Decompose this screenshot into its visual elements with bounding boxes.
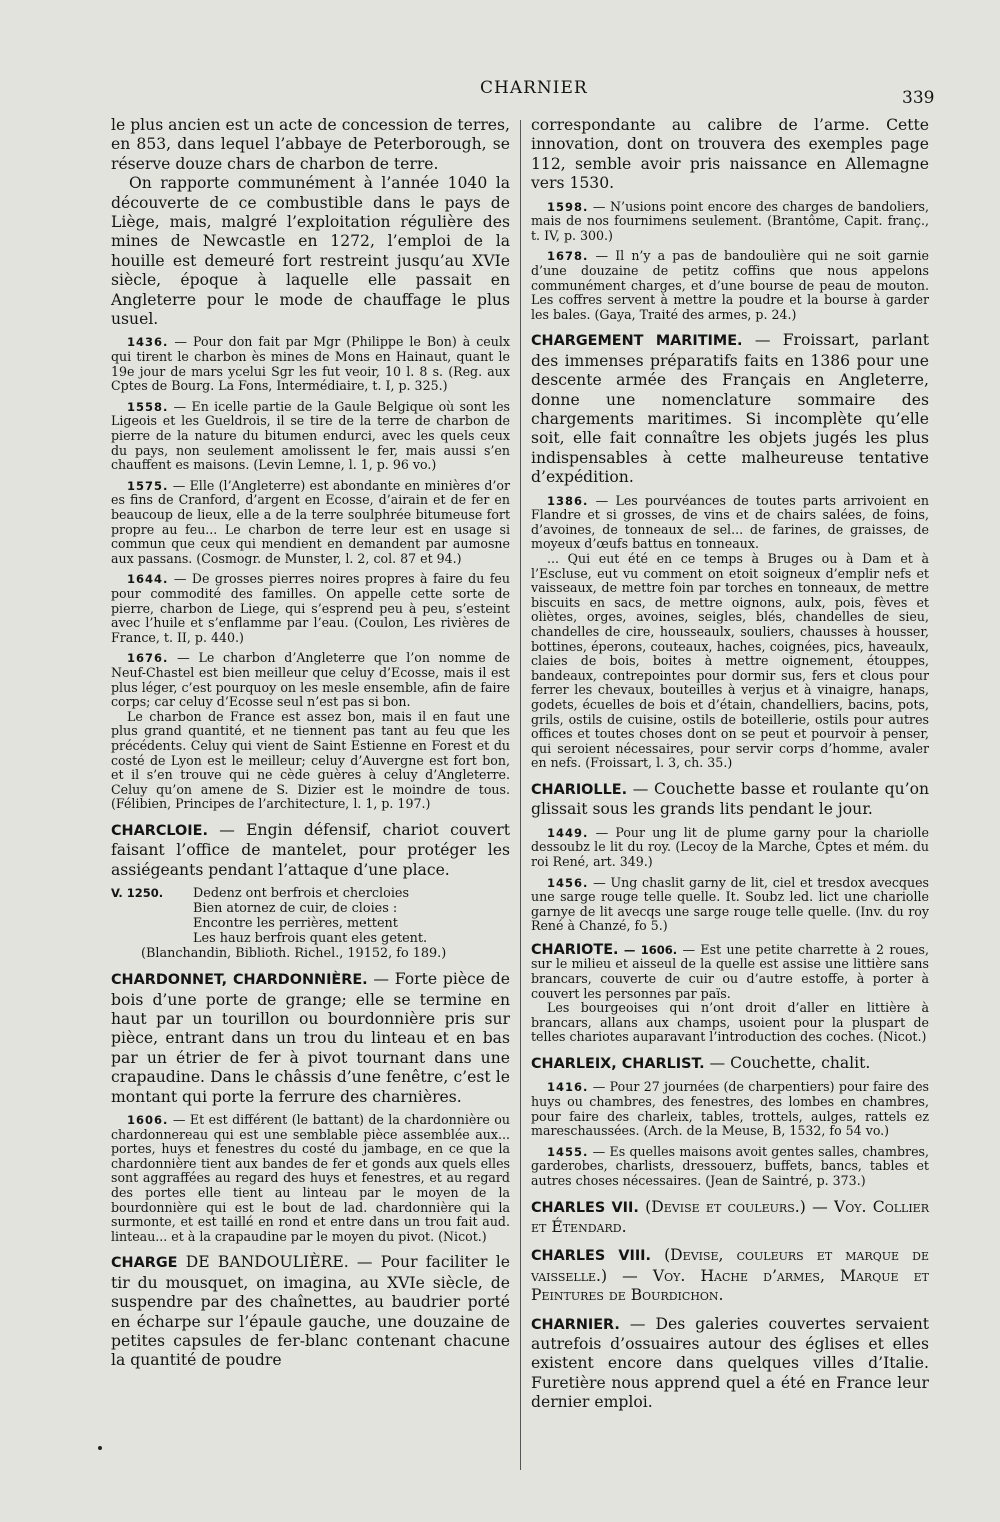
left-column xyxy=(111,116,510,1371)
entry-term: CHARDONNET, CHARDONNIÈRE. xyxy=(111,972,368,989)
verse-quote xyxy=(111,886,510,961)
citation-text: — Pour ung lit de plume garny pour la chariolle dessoubz le lit du roy. (Lecoy de la Marche, Cptes et mém. du roi René, art. 349.) xyxy=(531,824,929,869)
citation xyxy=(531,200,929,244)
citation-text: — N’usions point encore des charges de bandoliers, mais de nos fournimens seulement. (Brantôme, Capit. franç., t. IV, p. 300.) xyxy=(531,198,929,243)
citation xyxy=(531,1080,929,1138)
citation-year: 1416. xyxy=(547,1080,589,1095)
citation-text: — Es quelles maisons avoit gentes salles, chambres, garderobes, charlists, dressouerz, buffets, bancs, tables et autres choses nécessaires. (Jean de Saintré, p. 373.) xyxy=(531,1143,929,1188)
column-divider xyxy=(520,120,521,1470)
paragraph: le plus ancien est un acte de concession de terres, en 853, dans lequel l’abbaye de Peterborough, se réserve douze chars de charbon de terre. xyxy=(111,116,510,173)
citation xyxy=(111,479,510,567)
citation xyxy=(111,400,510,473)
entry-definition: — Est une petite charrette à 2 roues, sur le milieu et aisseul de la quelle est assise une littière sans brancars, couverte de cuir ou d’autre estoffe, à porter à couvert les personnes par païs. xyxy=(531,941,929,1001)
entry-definition: — Des galeries couvertes servaient autrefois d’ossuaires autour des églises et elles existent encore dans quelques villes d’Italie. Furetière nous apprend quel a été en France leur dernier emploi. xyxy=(531,1314,929,1412)
citation-year: 1575. xyxy=(127,478,169,493)
citation-year: 1606. xyxy=(127,1112,169,1127)
entry-charles-viii xyxy=(531,1246,929,1305)
citation-year: 1436. xyxy=(127,335,169,350)
entry-charles-vii xyxy=(531,1198,929,1238)
citation-text: — De grosses pierres noires propres à faire du feu pour commodité des familles. On appelle cette sorte de pierre, charbon de Liege, qui s’esprend peu à peu, s’esteint avec l’huile et s’enflamme par l’eau. (Coulon, Les rivières de France, t. II, p. 440.) xyxy=(111,571,510,645)
citation-text: — Le charbon d’Angleterre que l’on nomme de Neuf-Chastel est bien meilleur que celuy d’Ecosse, mais il est plus léger, c’est pourquoy on les mesle ensemble, afin de faire corps; car celuy d’Ecosse seul n’est pas si bon. xyxy=(111,650,510,710)
entry-term: CHARLES VIII. xyxy=(531,1248,651,1265)
citation xyxy=(111,572,510,645)
citation-continued: ... Qui eut été en ce temps à Bruges ou à Dam et à l’Escluse, eut vu comment on etoit soigneux d’emplir nefs et vaisseaux, de mettre foin par torches en tonneaux, de mettre biscuits en sacs, de mettre oignons, aulx, pois, fèves et oliètes, orges, avoines, seigles, blés, chandelles de sieu, chandelles de cire, housseaulx, souliers, chausses à housser, bottines, éperons, couteaux, haches, coignées, pics, haveaulx, claies de bois, boites à mettre oignement, étouppes, bandeaux, contrepointes pour dormir sus, fers et clous pour ferrer les chevaux, bouteilles à verjus et à vinaigre, hanaps, godets, écuelles de bois et d’étain, chandelliers, bacins, pots, grils, ostils de cuisine, ostils de boteillerie, ostils pour autres offices et toutes choses dont on se peut et pourvoir à penser, qui seroient nécessaires, pour servir corps d’homme, avaler en nefs. (Froissart, l. 3, ch. 35.) xyxy=(531,551,929,771)
citation-text: — Pour 27 journées (de charpentiers) pour faire des huys ou chambres, des fenestres, des lombes en chambres, pour faire des charleix, tables, trottels, aulges, rattels ez mareschaussées. (Arch. de la Meuse, B, 1532, fo 54 vo.) xyxy=(531,1079,929,1139)
citation-text: — Elle (l’Angleterre) est abondante en minières d’or es fins de Cranford, d’argent en Ecosse, d’airain et de fer en beaucoup de lieux, elle a de la terre soulphrée bitumeuse fort propre au feu... Le charbon de terre leur est en usage si commun que ceux qui mendient en demandent par aumosne aux passans. (Cosmogr. de Munster, l. 2, col. 87 et 94.) xyxy=(111,477,510,566)
entry-term: CHARGE xyxy=(111,1255,178,1272)
verse-line: Les hauz berfrois quant eles getent. xyxy=(193,931,428,947)
verse-year: V. 1250. xyxy=(111,886,164,901)
entry-charleix xyxy=(531,1054,929,1074)
entry-term: CHARGEMENT MARITIME. xyxy=(531,333,743,350)
entry-term: CHARLES VII. xyxy=(531,1199,639,1216)
citation xyxy=(531,826,929,870)
entry-term: CHARNIER. xyxy=(531,1316,620,1333)
entry-definition: — Couchette basse et roulante qu’on glissait sous les grands lits pendant le jour. xyxy=(531,779,929,819)
citation-year: 1598. xyxy=(547,199,589,214)
paragraph: correspondante au calibre de l’arme. Cette innovation, dont on trouvera des exemples page 112, semble avoir pris naissance en Allemagne vers 1530. xyxy=(531,116,929,193)
running-title: CHARNIER xyxy=(480,78,588,98)
entry-term: CHARCLOIE. xyxy=(111,822,208,839)
entry-year: — 1606. xyxy=(623,942,678,957)
entry-definition: — Forte pièce de bois d’une porte de grange; elle se termine en haut par un tourillon ou bourdonnière pris sur pièce, entrant dans un trou du linteau et en bas par un étrier de fer à pivot tournant dans une crapaudine. Dans le châssis d’une fenêtre, c’est le montant qui porte la ferrure des charnières. xyxy=(111,970,510,1106)
citation-year: 1455. xyxy=(547,1144,589,1159)
entry-definition: — Pour faciliter le tir du mousquet, on imagina, au XVIe siècle, de suspendre par des chaînettes, au baudrier porté en écharpe sur l’épaule gauche, une douzaine de petites capsules de fer-blanc contenant chacune la quantité de poudre xyxy=(111,1253,510,1370)
citation xyxy=(531,494,929,552)
entry-definition: — Engin défensif, chariot couvert faisant l’office de mantelet, pour protéger les assiégeants pendant l’attaque d’une place. xyxy=(111,820,510,879)
paragraph: On rapporte communément à l’année 1040 la découverte de ce combustible dans le pays de Liège, mais, malgré l’exploitation régulière des mines de Newcastle en 1272, l’emploi de la houille est demeuré fort restreint jusqu’au XVIe siècle, époque à laquelle elle passait en Angleterre pour le mode de chauffage le plus usuel. xyxy=(111,174,510,329)
entry-definition: — Couchette, chalit. xyxy=(704,1054,871,1073)
entry-chardonnet xyxy=(111,970,510,1107)
verse-line: Encontre les perrières, mettent xyxy=(193,916,398,932)
entry-term-suffix: DE BANDOULIÈRE. xyxy=(177,1253,349,1272)
citation xyxy=(531,249,929,322)
citation-continued: Les bourgeoises qui n’ont droit d’aller en littière à brancars, allans aux champs, usoient pour la pluspart de telles chariotes auparavant l’introduction des coches. (Nicot.) xyxy=(531,1000,929,1045)
citation xyxy=(111,1113,510,1244)
entry-charcloie xyxy=(111,821,510,880)
verse-line: Bien atornez de cuir, de cloies : xyxy=(193,901,398,917)
entry-chargement xyxy=(531,331,929,487)
citation-text: — En icelle partie de la Gaule Belgique où sont les Ligeois et les Gueldrois, il se tire de la terre de charbon de pierre de la nature du bitumen endurci, avec les quels ceux du pays, non seulement amolissent le fer, mais aussi s’en chauffent es maisons. (Levin Lemne, l. 1, p. 96 vo.) xyxy=(111,398,510,473)
verse-text: Dedenz ont berfrois et chercloies xyxy=(193,886,410,902)
entry-definition: (Devise et couleurs.) — Voy. Collier et Étendard. xyxy=(531,1197,929,1236)
entry-term: CHARIOTE. xyxy=(531,941,619,958)
verse-line xyxy=(111,886,510,901)
citation-year: 1386. xyxy=(547,493,589,508)
citation-text: — Il n’y a pas de bandoulière qui ne soit garnie d’une douzaine de petitz coffins que nous appelons communément charges, et d’une bourse de peau de mouton. Les coffres servent à mettre la poudre et la bourse à garder les bales. (Gaya, Traité des armes, p. 24.) xyxy=(531,248,929,322)
citation xyxy=(111,651,510,709)
entry-charge xyxy=(111,1253,510,1370)
citation-year: 1449. xyxy=(547,825,589,840)
right-column xyxy=(531,116,929,1413)
entry-term: CHARLEIX, CHARLIST. xyxy=(531,1056,705,1073)
page-number: 339 xyxy=(902,88,935,108)
print-mark xyxy=(98,1446,102,1450)
citation-year: 1678. xyxy=(547,249,589,264)
citation xyxy=(111,335,510,393)
entry-charnier xyxy=(531,1315,929,1413)
citation-text: — Ung chaslit garny de lit, ciel et tresdox avecques une sarge rouge telle quelle. It. Soubz led. lict une chariolle garnye de lit avecqs une sarge rouge telle quelle. (Inv. du roy René à Chanzé, fo 5.) xyxy=(531,874,929,934)
citation xyxy=(531,876,929,934)
citation-year: 1676. xyxy=(127,651,169,666)
entry-term: CHARIOLLE. xyxy=(531,781,628,798)
entry-definition: (Devise, couleurs et marque de vaisselle.) — Voy. Hache d’armes, Marque et Peintures de Bourdichon. xyxy=(531,1246,929,1305)
citation xyxy=(531,1145,929,1189)
page-header xyxy=(0,78,1000,108)
entry-definition: — Froissart, parlant des immenses préparatifs faits en 1386 pour une descente armée des Français en Angleterre, donne une nomenclature sommaire des chargements maritimes. Si incomplète qu’elle soit, elle fait connaître les objets jugés les plus indispensables à cette malheureuse tentative d’expédition. xyxy=(531,331,930,487)
citation-year: 1558. xyxy=(127,399,169,414)
entry-chariote xyxy=(531,943,929,1001)
citation-year: 1644. xyxy=(127,572,169,587)
verse-citation: (Blanchandin, Biblioth. Richel., 19152, fo 189.) xyxy=(141,946,447,962)
citation-year: 1456. xyxy=(547,875,589,890)
citation-text: — Pour don fait par Mgr (Philippe le Bon) à ceulx qui tirent le charbon ès mines de Mons en Hainaut, quant le 19e jour de mars ycelui Sgr les fut veoir, 10 l. 8 s. (Reg. aux Cptes de Bourg. La Fons, Intermédiaire, t. I, p. 325.) xyxy=(111,334,510,394)
citation-continued: Le charbon de France est assez bon, mais il en faut une plus grand quantité, et ne tiennent pas tant au feu que les précédents. Celuy qui vient de Saint Estienne en Forest et du costé de Lyon est le meilleur; celuy d’Auvergne est fort bon, et il s’en trouve qui ne cède guères à celuy d’Angleterre. Celuy qu’on amene de S. Dizier est le moindre de tous. (Félibien, Principes de l’architecture, l. 1, p. 197.) xyxy=(111,708,510,812)
citation-text: — Les pourvéances de toutes parts arrivoient en Flandre et si grosses, de vins et de chairs salées, de foins, d’avoines, de tonneaux de sel... de farines, de graisses, de moyeux d’œufs battus en tonneaux. xyxy=(531,492,929,552)
citation-text: — Et est différent (le battant) de la chardonnière ou chardonnereau qui est une semblable pièce assemblée aux... portes, huys et fenestres du costé du jambage, en ce que la chardonnière tient aux bandes de fer et gonds aux quels elles sont aggraffées au regard des huys et fenestres, et au regard des portes elle tient au linteau par le moyen de la bourdonnière qui est le bout de lad. chardonnière qui la surmonte, et est taillé en rond et entre dans un trou fait aud. linteau... et à la crapaudine par le moyen du pivot. (Nicot.) xyxy=(111,1111,510,1244)
entry-chariolle xyxy=(531,780,929,820)
